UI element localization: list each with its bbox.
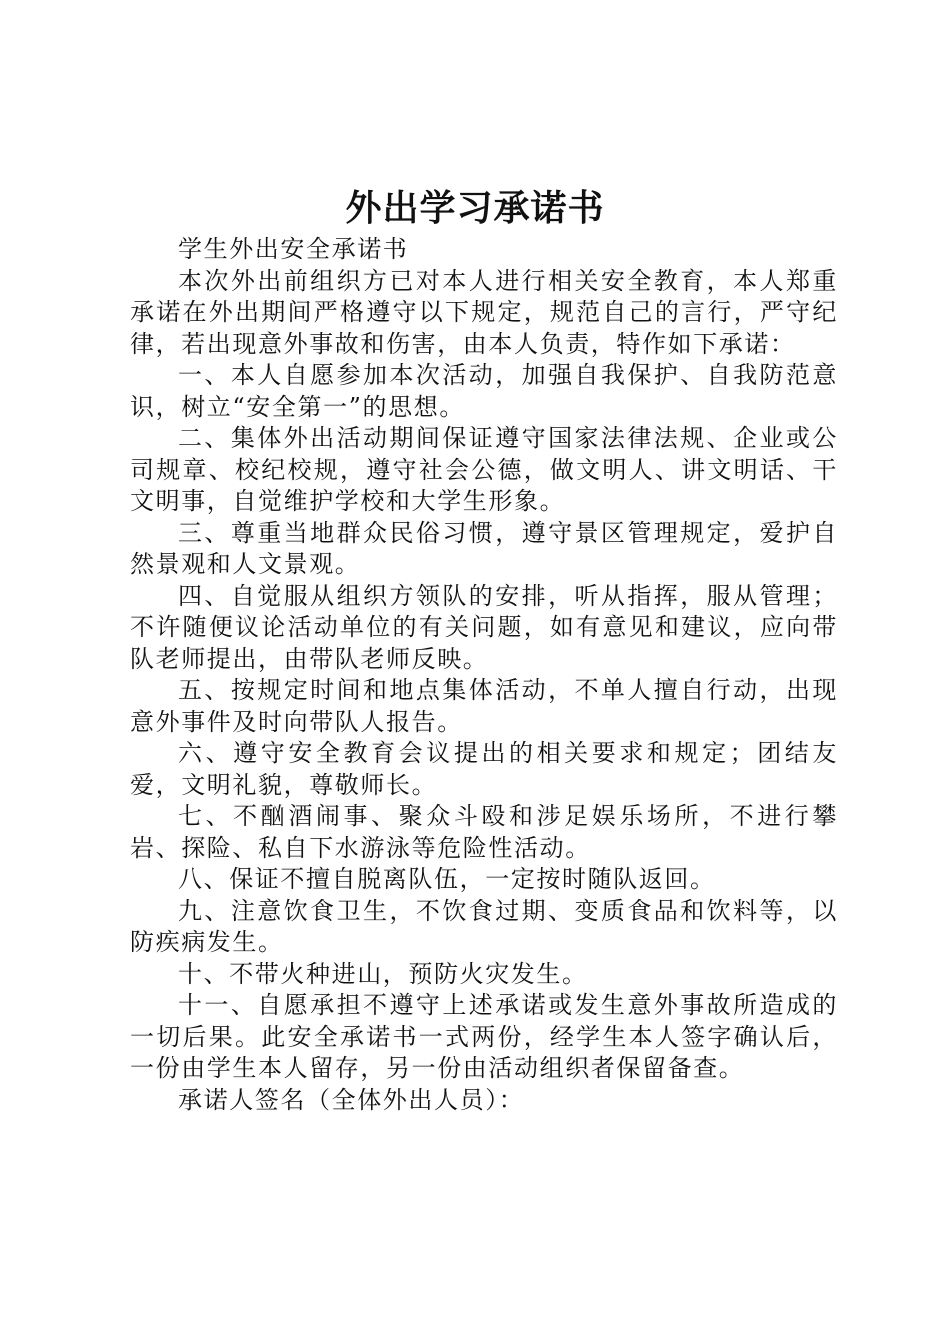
pledge-item-2: 二、集体外出活动期间保证遵守国家法律法规、企业或公司规章、校纪校规，遵守社会公德，做文明人、讲文明话、干文明事，自觉维护学校和大学生形象。: [130, 424, 838, 515]
pledge-item-11: 十一、自愿承担不遵守上述承诺或发生意外事故所造成的一切后果。此安全承诺书一式两份，经学生本人签字确认后，一份由学生本人留存，另一份由活动组织者保留备查。: [130, 991, 838, 1082]
subtitle-paragraph: 学生外出安全承诺书: [178, 235, 409, 263]
pledge-item-1: 一、本人自愿参加本次活动，加强自我保护、自我防范意识，树立“安全第一”的思想。: [130, 361, 838, 421]
pledge-item-7: 七、不酗酒闹事、聚众斗殴和涉足娱乐场所，不进行攀岩、探险、私自下水游泳等危险性活动。: [130, 802, 838, 862]
pledge-item-5: 五、按规定时间和地点集体活动，不单人擅自行动，出现意外事件及时向带队人报告。: [130, 676, 838, 736]
pledge-item-10: 十、不带火种进山，预防火灾发生。: [178, 959, 588, 988]
pledge-item-8: 八、保证不擅自脱离队伍，一定按时随队返回。: [178, 865, 716, 893]
document-body: [130, 234, 838, 1116]
pledge-item-3: 三、尊重当地群众民俗习惯，遵守景区管理规定，爱护自然景观和人文景观。: [130, 518, 838, 578]
pledge-item-4: 四、自觉服从组织方领队的安排，听从指挥，服从管理；不许随便议论活动单位的有关问题，如有意见和建议，应向带队老师提出，由带队老师反映。: [130, 581, 838, 673]
pledge-item-6: 六、遵守安全教育会议提出的相关要求和规定；团结友爱，文明礼貌，尊敬师长。: [130, 739, 838, 799]
pledge-item-9: 九、注意饮食卫生，不饮食过期、变质食品和饮料等，以防疾病发生。: [130, 896, 838, 956]
document-title: 外出学习承诺书: [345, 187, 605, 229]
signature-line: 承诺人签名（全体外出人员）：: [178, 1085, 525, 1114]
intro-paragraph: 本次外出前组织方已对本人进行相关安全教育，本人郑重承诺在外出期间严格遵守以下规定，规范自己的言行，严守纪律，若出现意外事故和伤害，由本人负责，特作如下承诺：: [130, 266, 838, 358]
